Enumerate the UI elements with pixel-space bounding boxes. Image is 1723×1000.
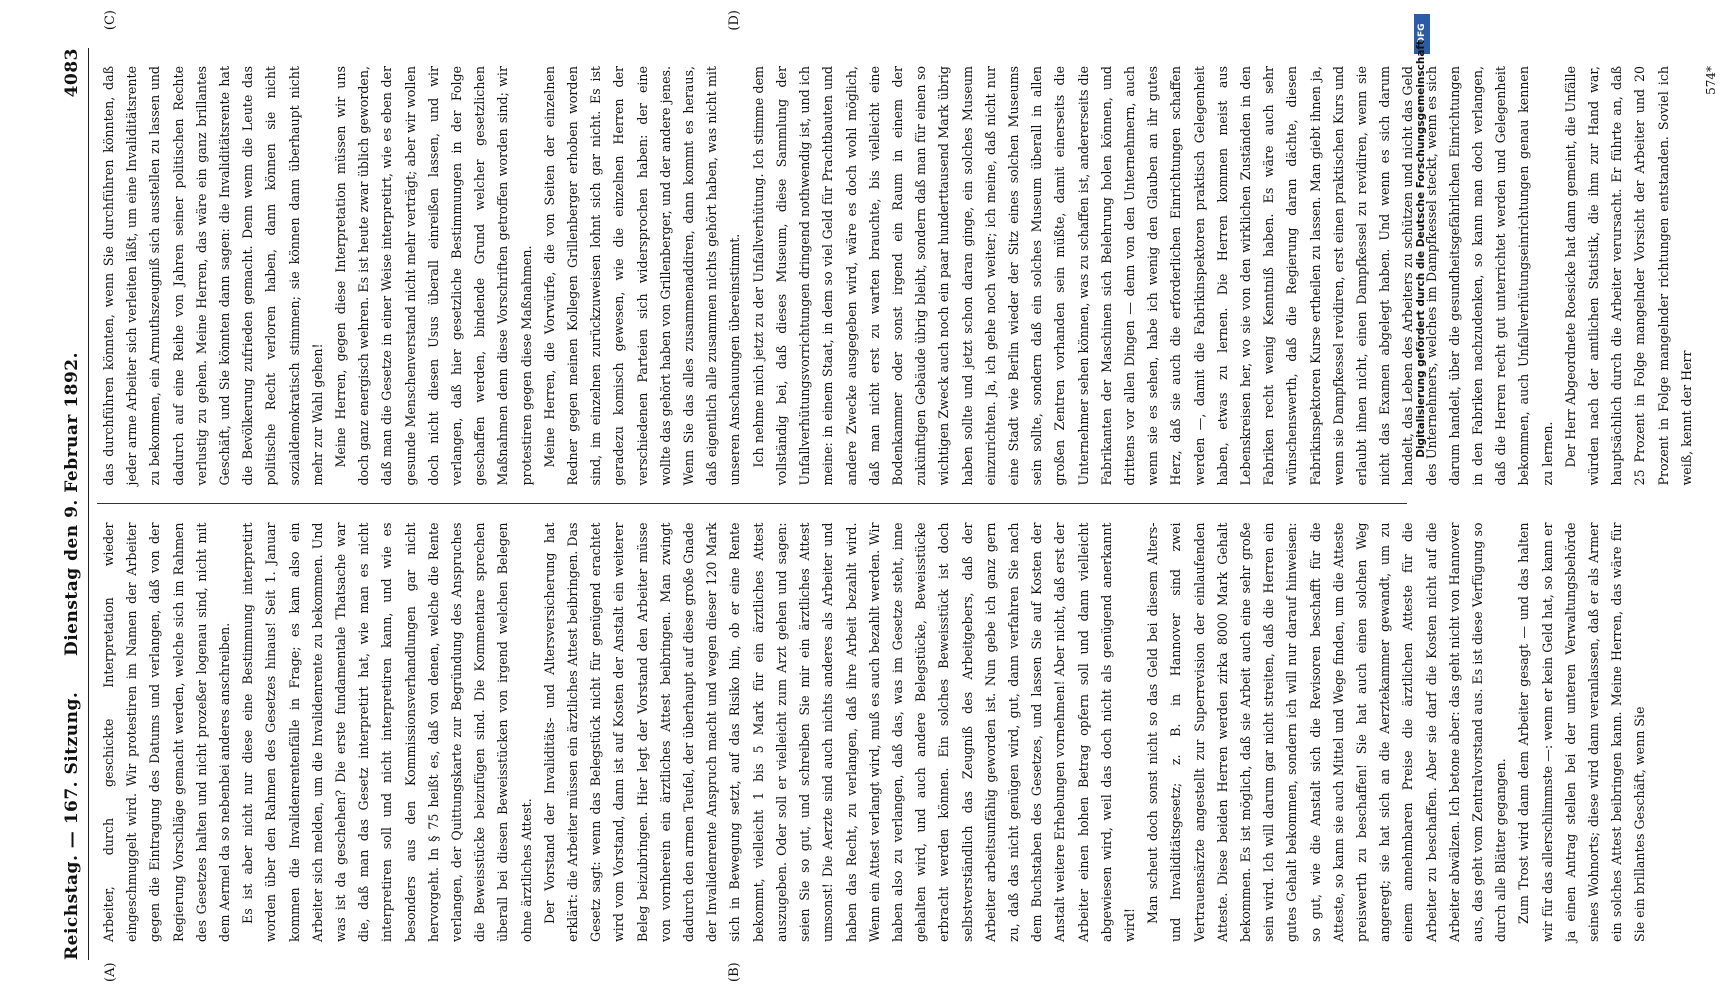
paragraph: Der Herr Abgeordnete Roesicke hat dann gemeint, die Unfälle würden nach der amtlichen Statistik, die ihm zur Hand war, hauptsächlich durch die Arbeiter verursacht. Er führte an, daß 25 Prozent in Folge mangelnder Vorsicht der Arbeiter und 20 Prozent in Folge mangelnder richtungen entstanden. Soviel ich weiß, kennt der Herr	[1562, 66, 1694, 486]
margin-marker-d: (D)	[727, 10, 742, 31]
watermark-text: Digitalisierung gefördert durch die Deutsche Forschungsgemeinschaft	[1415, 40, 1427, 458]
paragraph: Arbeiter, durch geschickte Interpretation wieder eingeschmuggelt wird. Wir protestiren im Namen der Arbeiter gegen die Eintragung des Datums und verlangen, daß von der Regierung Vorschläge gemacht werden, welche sich im Rahmen des Gesetzes halten und nicht prozeßer logenau sind, nicht mit dem Aermel da so nebenbei anderes anschreiben.	[101, 522, 233, 942]
paragraph: das durchführen könnten, wenn Sie durchführen könnten, daß jeder arme Arbeiter sich verleiten läßt, um eine Invaliditätsrente zu bekommen, ein Armuthszeugniß sich ausstellen zu lassen und dadurch auf eine Reihe von Jahren seiner politischen Rechte verlustig zu gehen. Meine Herren, das wäre ein ganz brillantes Geschäft, und Sie könnten dann sagen: die Invaliditätsrente hat die Bevölkerung zufrieden gemacht. Denn wenn die Leute das politische Recht verloren haben, dann können sie nicht sozialdemokratisch stimmen; sie können dann überhaupt nicht mehr zur Wahl gehen!	[101, 66, 325, 486]
paragraph: Ich nehme mich jetzt zu der Unfallverhütung. Ich stimme dem vollständig bei, daß dieses Museum, diese Sammlung der Unfallverhütungsvorrichtungen dringend nothwendig ist, und ich meine: in einem Staat, in dem so viel Geld für Prachtbauten und andere Zwecke ausgegeben wird, wäre es doch wohl möglich, daß man nicht erst zu warten brauchte, bis vielleicht eine Bodenkammer oder sonst irgend ein Raum in einem der zukünftigen Gebäude übrig bleibt, sondern daß man für einen so wichtigen Zweck auch noch ein paar hunderttausend Mark übrig haben sollte und jetzt schon daran ginge, ein solches Museum einzurichten. Ja, ich gehe noch weiter; ich meine, daß nicht nur eine Stadt wie Berlin wieder der Sitz eines solchen Museums sein sollte, sondern daß ein solches Museum überall in allen großen Zentren vorhanden sein müßte, damit einerseits die Unternehmer sehen können, was zu schaffen ist, andererseits die Fabrikanten der Maschinen sich Belehrung holen können, und drittens vor allen Dingen — denn von den Unternehmern, auch wenn sie es sehen, habe ich wenig den Glauben an ihr gutes Herz, daß sie auch die erforderlichen Einrichtungen schaffen werden —, damit die Fabrikinspektoren praktisch Gelegenheit haben, etwas zu lernen. Die Herren kommen meist aus Lebenskreisen her, wo sie von den wirklichen Zuständen in den Fabriken recht wenig Kenntniß haben. Es wäre auch sehr wünschenswerth, daß die Regierung daran dächte, diesen Fabrikinspektoren Kurse ertheilen zu lassen. Man giebt ihnen ja, wenn sie Dampfkessel revidiren, erst einen praktischen Kurs und erlaubt ihnen nicht, einen Dampfkessel zu revidiren, wenn sie nicht das Examen abgelegt haben. Und wenn es sich darum handelt, das Leben des Arbeiters zu schützen und nicht das Geld des Unternehmers, welches im Dampfkessel steckt, wenn es sich darum handelt, über die gesundheitsgefährlichen Einrichtungen in den Fabriken nachzudenken, so kann man doch verlangen, daß die Herren recht gut unterrichtet werden und Gelegenheit bekommen, auch Unfallverhütungseinrichtungen genau kennen zu lernen.	[750, 66, 1555, 486]
paragraph: Meine Herren, gegen diese Interpretation müssen wir uns doch ganz energisch wehren. Es ist heute zwar üblich geworden, daß man die Gesetze in einer Weise interpretirt, wie es eben der gesunde Menschenverstand nicht mehr verträgt; aber wir wollen doch nicht diesen Usus überall einreißen lassen, und wir verlangen, daß hier gesetzliche Bestimmungen in der Folge geschaffen werden, bindende Grund welcher gesetzlichen Maßnahmen denn diese Vorschriften getroffen worden sind; wir protestiren gegen diese Maßnahmen.	[333, 66, 534, 486]
paragraph: Zum Trost wird dann dem Arbeiter gesagt — und das halten wir für das allerschlimmste —: wenn er kein Geld hat, so kann er ja einen Antrag stellen bei der unteren Verwaltungsbehörde seines Wohnorts; diese wird dann veranlassen, daß er als Armer ein solches Attest beibringen kann. Meine Herren, das wäre für Sie ein brillantes Geschäft, wenn Sie	[1516, 522, 1648, 942]
paragraph: Der Vorstand der Invaliditäts- und Altersversicherung hat erklärt: die Arbeiter müssen ein ärztliches Attest beibringen. Das Gesetz sagt: wenn das Belegstück nicht für genügend erachtet wird vom Vorstand, dann ist auf Kosten der Anstalt ein weiterer Beleg beizubringen. Hier legt der Vorstand den Arbeiter müsse von vornherein ein ärztliches Attest beibringen. Man zwingt dadurch den armen Teufel, der überhaupt auf diese große Gnade der Invalidenrente Anspruch macht und wegen dieser 120 Mark sich in Bewegung setzt, auf das Risiko hin, ob er eine Rente bekommt, vielleicht 1 bis 5 Mark für ein ärztliches Attest auszugeben. Oder soll er vielleicht zum Arzt gehen und sagen: seien Sie so gut, und schreiben Sie mir ein ärztliches Attest umsonst! Die Aerzte sind auch nichts anderes als Arbeiter und haben das Recht, zu verlangen, daß ihre Arbeit bezahlt wird. Wenn ein Attest verlangt wird, muß es auch bezahlt werden. Wir haben also zu verlangen, daß das, was im Gesetze steht, inne gehalten wird, und auch andere Belegstücke, Beweisstücke erbracht werden können. Ein solches Beweisstück ist doch selbstverständlich das Zeugniß des Arbeitgebers, daß der Arbeiter arbeitsunfähig geworden ist. Nun gebe ich ganz gern zu, daß das nicht genügen wird, gut, dann verfahren Sie nach dem Buchstaben des Gesetzes, und lassen Sie auf Kosten der Anstalt weitere Erhebungen vornehmen! Aber nicht, daß erst der Arbeiter einen hohen Betrag opfern soll und dann vielleicht abgewiesen wird, weil das doch nicht als genügend anerkannt wird!	[541, 522, 1137, 942]
margin-marker-b: (B)	[727, 962, 742, 982]
left-column	[97, 505, 1648, 961]
digitization-watermark	[1412, 0, 1432, 1000]
dfg-logo-text: DFG	[1417, 23, 1427, 45]
page-header	[58, 48, 89, 960]
paragraph: Meine Herren, die Vorwürfe, die von Seiten der einzelnen Redner gegen meinen Kollegen Grillenberger erhoben worden sind, im einzelnen zurückzuweisen lohnt sich gar nicht. Es ist geradezu komisch gewesen, wie die einzelnen Herren der verschiedenen Parteien sich widersprochen haben: der eine wollte das gehört haben von Grillenberger, und der andere jenes. Wenn Sie das alles zusammenaddiren, dann kommt es heraus, daß eigentlich alle zusammen nichts gehört haben, was nicht mit unseren Anschauungen übereinstimmt.	[541, 66, 743, 486]
header-session: Reichstag. — 167. Sitzung.	[62, 691, 82, 960]
page-number: 4083	[62, 48, 82, 98]
paragraph: Es ist aber nicht nur diese eine Bestimmung interpretirt worden über den Rahmen des Gesetzes hinaus! Seit 1. Januar kommen die Invalidenrentenfälle in Frage; es kam also ein Arbeiter sich melden, um die Invalidenrente zu bekommen. Und was ist da geschehen? Die erste fundamentale Thatsache war die, daß man das Gesetz interpretirt hat, wie man es nicht interpretiren soll und nicht interpretiren kann, und wie es besonders aus den Kommissionsverhandlungen gar nicht hervorgeht. In § 75 heißt es, daß von denen, welche die Rente verlangen, der Quittungskarte zur Begründung des Anspruches die Beweisstücke beizufügen sind. Die Kommentare sprechen überall bei diesen Beweisstücken von irgend welchen Belegen ohne ärztliches Attest.	[240, 522, 534, 942]
paragraph: Man scheut doch sonst nicht so das Geld bei diesem Alters- und Invaliditätsgesetz; z. B. in Hannover sind zwei Vertrauensärzte angestellt zur Superrevision der einlaufenden Atteste. Diese beiden Herren werden zirka 8000 Mark Gehalt bekommen. Es ist möglich, daß sie Arbeit auch eine sehr große sein wird. Ich will darum gar nicht streiten, daß die Herren ein gutes Gehalt bekommen, sondern ich will nur darauf hinweisen: so gut, wie die Anstalt sich die Revisoren beschafft für die Atteste, so kann sie auch Mittel und Wege finden, um die Atteste preiswerth zu beschaffen! Sie hat auch einen solchen Weg angeregt; sie hat sich an die Aerztekammer gewandt, um zu einem annehmbaren Preise die ärztlichen Atteste für die Arbeiter zu beschaffen. Aber sie darf die Kosten nicht auf die Arbeiter abwälzen. Ich betone aber: das geht nicht von Hannover aus, das geht vom Zentralvorstand aus. Es ist diese Verfügung so durch alle Blätter gegangen.	[1145, 522, 1509, 942]
page-footer-number: 574*	[1704, 66, 1719, 95]
margin-marker-a: (A)	[103, 962, 118, 982]
header-date: Dienstag den 9. Februar 1892.	[62, 351, 82, 657]
margin-marker-c: (C)	[103, 10, 118, 31]
